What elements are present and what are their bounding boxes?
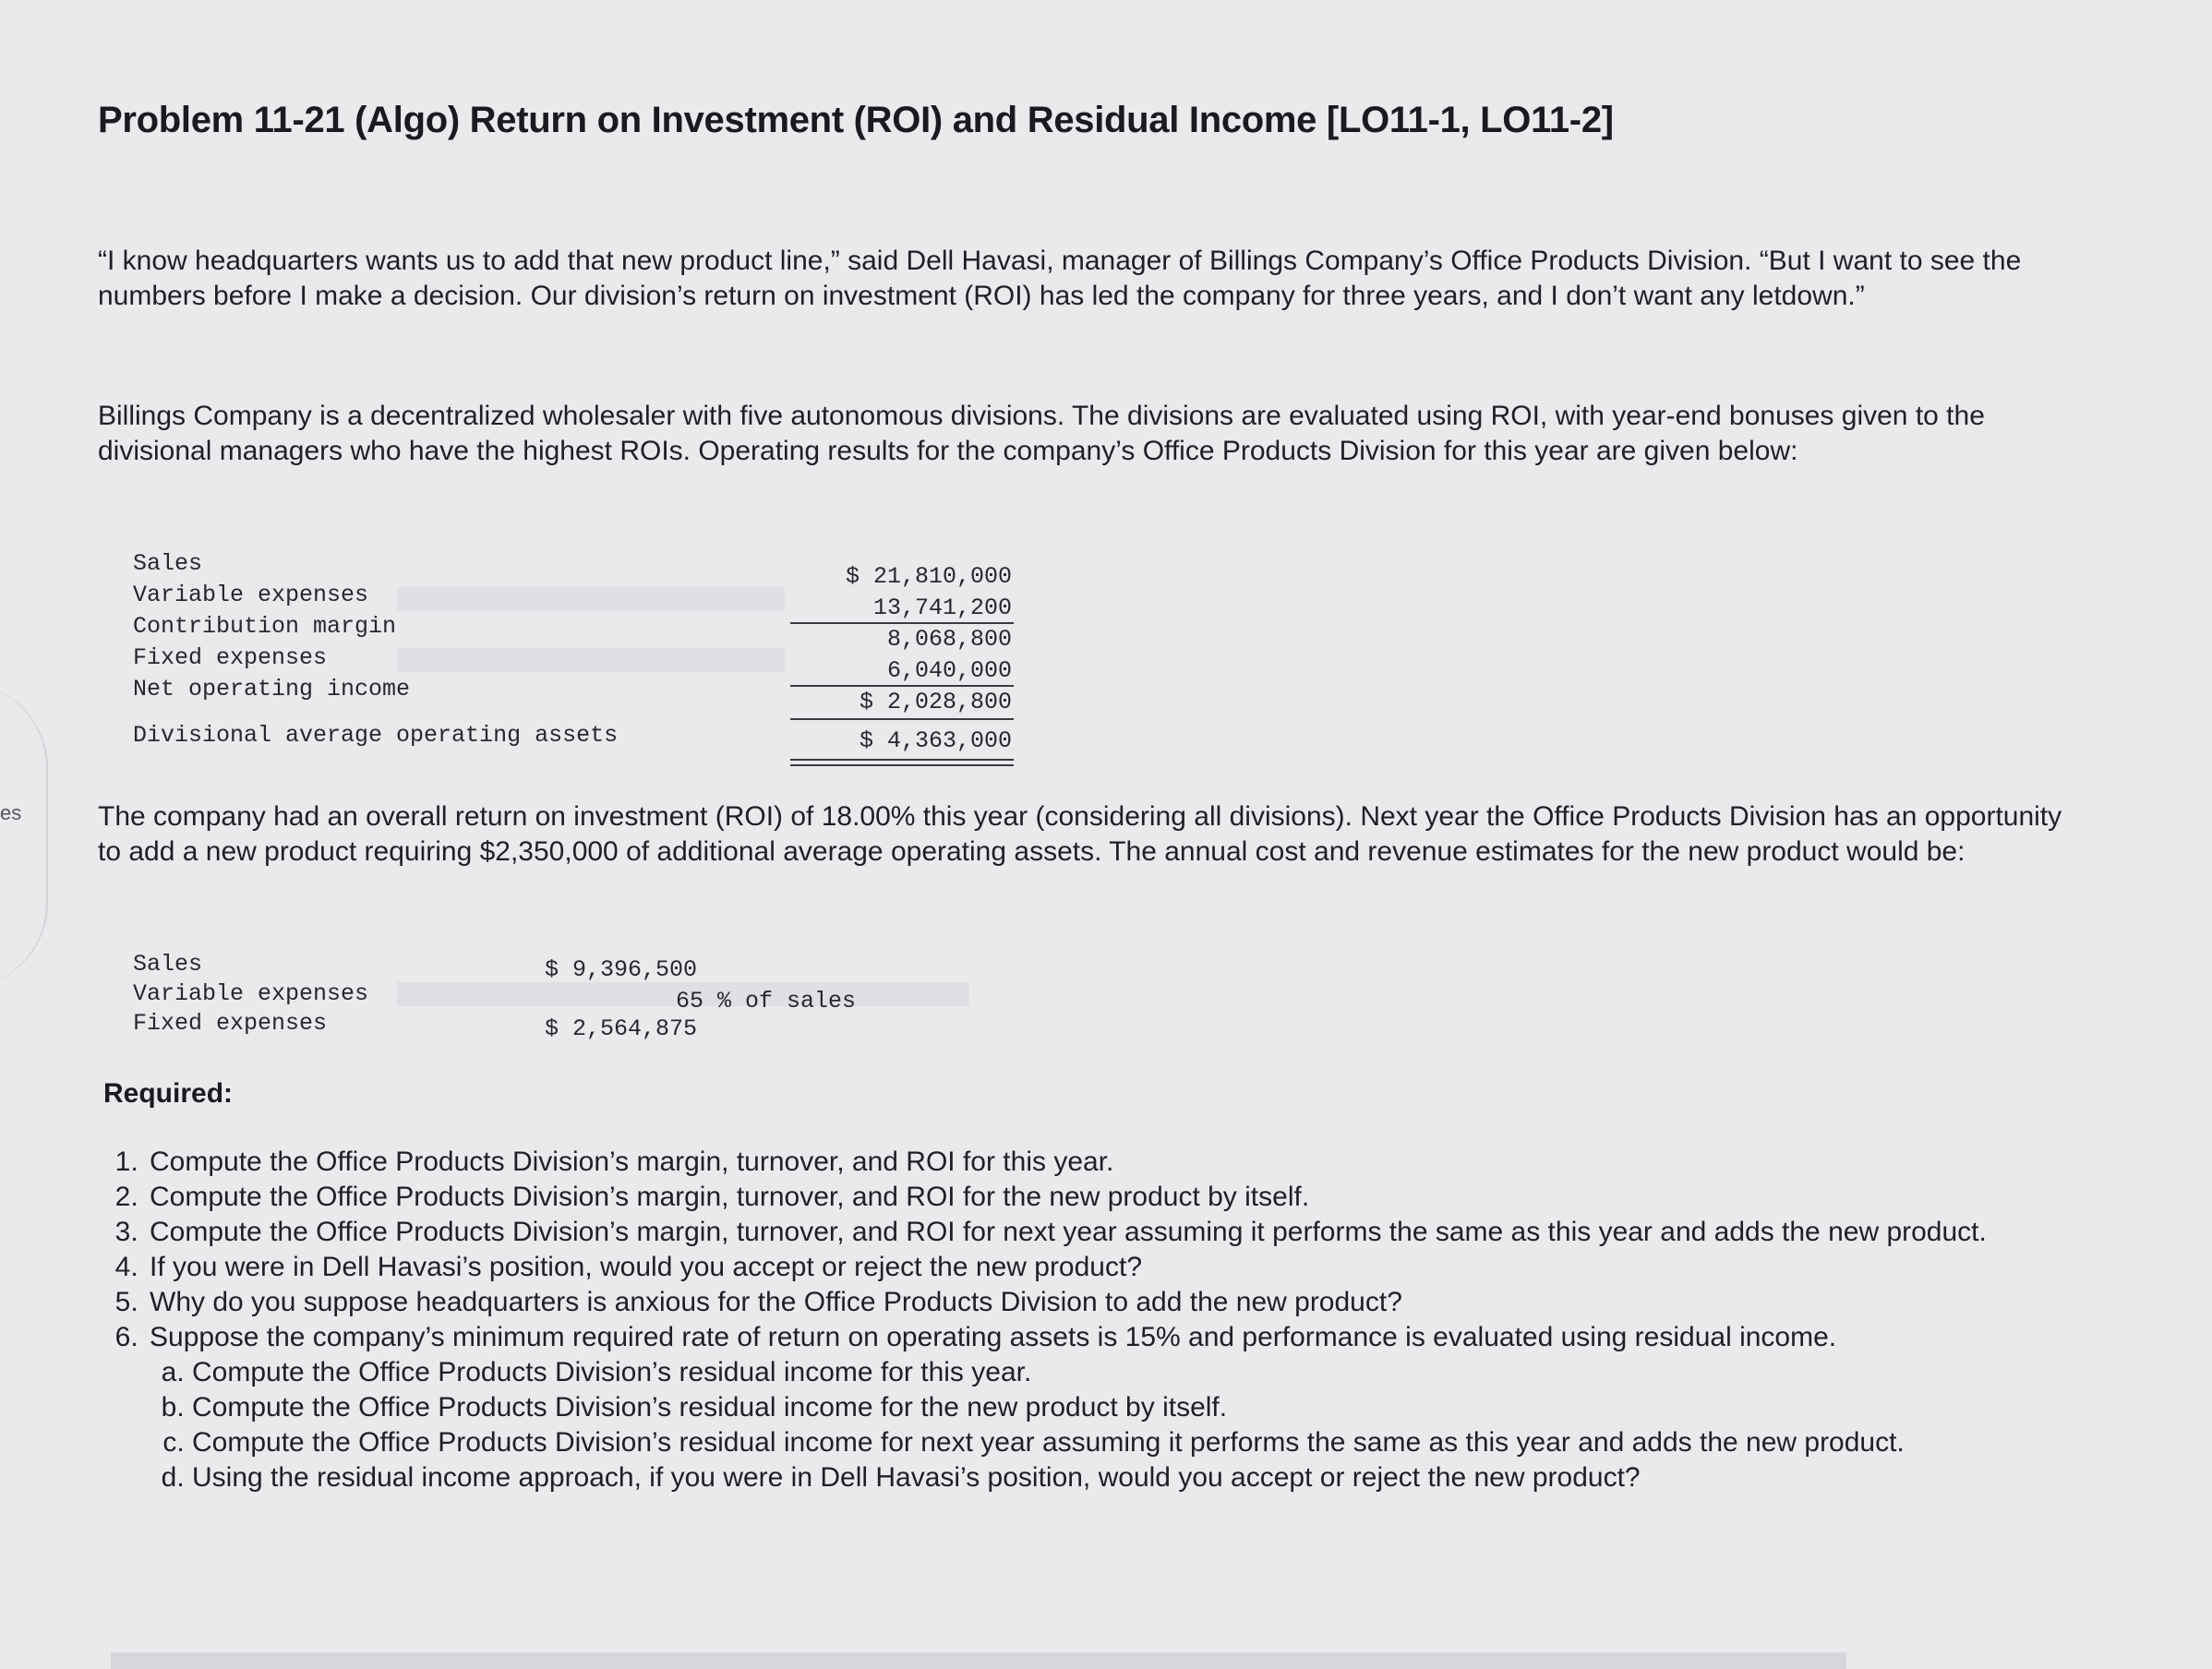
requirement-text: Suppose the company’s minimum required rate of return on operating assets is 15% and performance is evaluated using residual income.	[150, 1322, 1837, 1352]
requirement-text: Compute the Office Products Division’s margin, turnover, and ROI for the new product by itself.	[150, 1182, 1310, 1212]
opportunity-paragraph: The company had an overall return on investment (ROI) of 18.00% this year (considering all divisions). Next year the Office Products Division has an opportunity to add a new product requiring $2,350,000 of additional average operating assets. The annual cost and revenue estimates for the new product would be:	[98, 801, 2062, 867]
np-value-variable-expenses: 65 % of sales	[676, 988, 857, 1015]
sub-requirement-text: Compute the Office Products Division’s residual income for next year assuming it performs the same as this year and adds the new product.	[192, 1427, 1905, 1458]
requirement-item	[146, 1180, 2103, 1215]
problem-title: Problem 11-21 (Algo) Return on Investment (ROI) and Residual Income [LO11-1, LO11-2]	[98, 100, 1614, 140]
requirement-text: Why do you suppose headquarters is anxious for the Office Products Division to add the new product?	[150, 1287, 1402, 1317]
np-label-sales: Sales	[133, 951, 203, 978]
sub-requirement-item	[192, 1390, 2103, 1425]
np-value-fixed-expenses: $ 2,564,875	[545, 1015, 698, 1042]
company-paragraph: Billings Company is a decentralized wholesaler with five autonomous divisions. The divisions are evaluated using ROI, with year-end bonuses given to the divisional managers who have the highest ROIs. Operating results for the company’s Office Products Division for this year are given below:	[98, 401, 1985, 466]
subtotal-rule	[790, 622, 1014, 624]
sub-requirement-item	[192, 1425, 2103, 1460]
value-sales: $ 21,810,000	[845, 563, 1012, 590]
row-label-net-operating-income: Net operating income	[133, 676, 411, 702]
value-variable-expenses: 13,741,200	[872, 594, 1012, 621]
requirement-item	[146, 1320, 2103, 1495]
row-shading	[397, 587, 785, 611]
required-heading: Required:	[103, 1078, 234, 1109]
sub-requirement-text: Compute the Office Products Division’s residual income for this year.	[192, 1357, 1032, 1387]
requirement-item	[146, 1250, 2103, 1285]
subtotal-rule	[790, 685, 1014, 687]
value-contribution-margin: 8,068,800	[886, 626, 1012, 653]
row-shading	[397, 648, 785, 672]
total-rule	[790, 718, 1014, 720]
edge-label: es	[0, 801, 22, 824]
np-label-variable-expenses: Variable expenses	[133, 980, 369, 1007]
np-value-sales: $ 9,396,500	[545, 956, 698, 983]
edge-decoration	[0, 683, 48, 988]
sub-requirement-item	[192, 1460, 2103, 1495]
double-underline	[790, 759, 1014, 766]
requirement-text: Compute the Office Products Division’s margin, turnover, and ROI for this year.	[150, 1147, 1114, 1177]
intro-paragraph: “I know headquarters wants us to add that new product line,” said Dell Havasi, manager of Billings Company’s Office Products Division. “But I want to see the numbers before I make a decision. Our division’s return on investment (ROI) has led the company for three years, and I don’t want any letdown.”	[98, 246, 2022, 311]
value-net-operating-income: $ 2,028,800	[859, 689, 1012, 715]
value-fixed-expenses: 6,040,000	[886, 657, 1012, 684]
bottom-scroll-edge	[111, 1652, 1846, 1669]
row-label-sales: Sales	[133, 550, 203, 577]
requirement-text: If you were in Dell Havasi’s position, would you accept or reject the new product?	[150, 1252, 1143, 1282]
row-label-average-operating-assets: Divisional average operating assets	[133, 722, 619, 749]
np-label-fixed-expenses: Fixed expenses	[133, 1010, 328, 1037]
row-label-contribution-margin: Contribution margin	[133, 613, 397, 640]
row-label-fixed-expenses: Fixed expenses	[133, 644, 328, 671]
requirement-item	[146, 1145, 2103, 1180]
sub-requirement-item	[192, 1355, 2103, 1390]
requirement-item	[146, 1215, 2103, 1250]
sub-requirements-list	[150, 1355, 2103, 1495]
requirement-text: Compute the Office Products Division’s margin, turnover, and ROI for next year assuming it performs the same as this year and adds the new product.	[150, 1217, 1987, 1247]
sub-requirement-text: Using the residual income approach, if you were in Dell Havasi’s position, would you accept or reject the new product?	[192, 1462, 1641, 1493]
row-label-variable-expenses: Variable expenses	[133, 582, 369, 608]
requirements-list	[103, 1145, 2103, 1495]
sub-requirement-text: Compute the Office Products Division’s residual income for the new product by itself.	[192, 1392, 1228, 1423]
requirement-item	[146, 1285, 2103, 1320]
value-average-operating-assets: $ 4,363,000	[859, 727, 1012, 754]
